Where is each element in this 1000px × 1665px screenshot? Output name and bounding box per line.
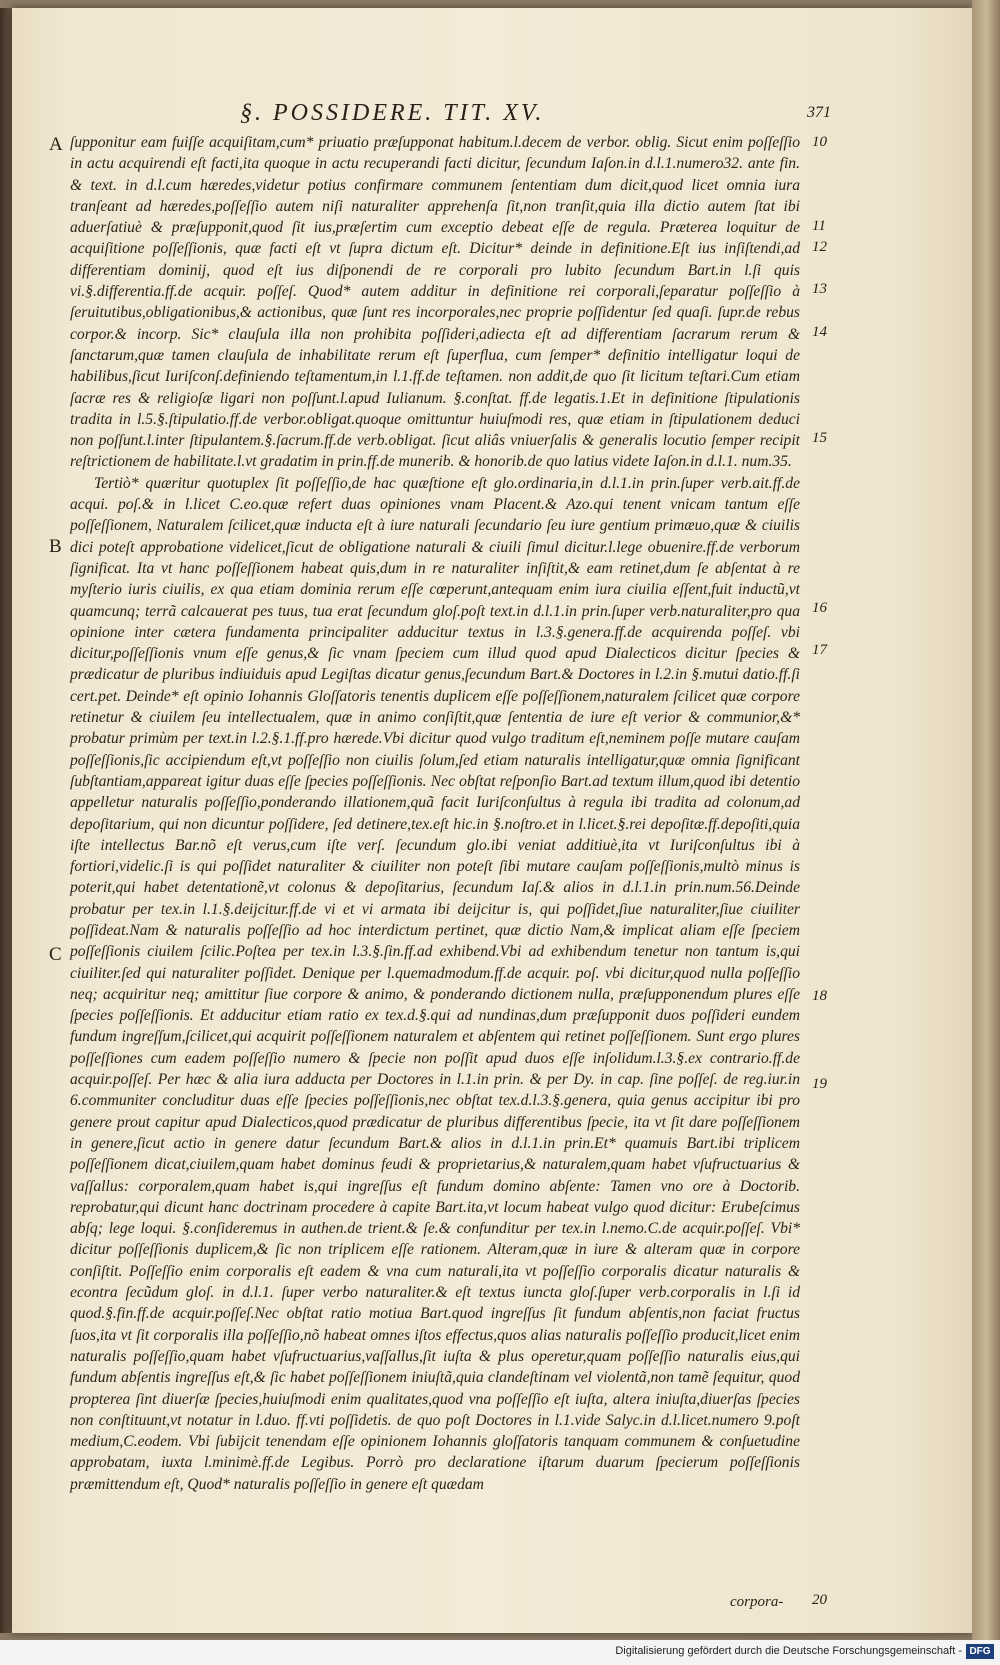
margin-number-16: 16 [812, 600, 827, 616]
running-head: §. POSSIDERE. TIT. XV. [240, 100, 545, 126]
body-text [70, 132, 800, 1495]
margin-number-10: 10 [812, 134, 827, 150]
catchword: corpora- [730, 1594, 784, 1610]
footer-credit: Digitalisierung gefördert durch die Deutsche Forschungsgemeinschaft - [615, 1645, 962, 1657]
margin-number-20: 20 [812, 1592, 827, 1608]
page-number: 371 [807, 104, 831, 121]
section-letter-b: B [49, 536, 62, 557]
margin-number-15: 15 [812, 430, 827, 446]
section-letter-c: C [49, 944, 62, 965]
book-gutter [0, 8, 12, 1633]
paragraph: ſupponitur eam fuiſſe acquiſitam,cum* priuatio præſupponat habitum.l.decem de verbor. oblig. Sicut enim poſſeſſio in actu acquirendi eſt facti,ita quoque in actu recuperandi facti dicitur, ſecundum Iaſon.in d.l.1.numero32. ante fin. & text. in d.l.cum hæredes,videtur potius confirmare communem ſententiam dum dicit,quod licet omnia iura tranſeant ad hæredes,poſſeſſio autem niſi naturaliter apprehenſa ſit,non tranſit,quia illa dictio autem ſtat ibi aduerſatiuè & præſupponit,quod ſit ius,præſertim cum exceptio debeat eſſe de regula. Præterea loquitur de acquiſitione poſſeſſionis, quæ facti eſt vt ſupra dictum eſt. Dicitur* deinde in definitione.Eſt ius inſiſtendi,ad differentiam dominij, quod eſt ius diſponendi de re corporali pro lubito ſecundum Bart.in l.ſi quis vi.§.differentia.ff.de acquir. poſſeſ. Quod* autem additur in definitione rei corporali,ſeparatur poſſeſſio à ſeruitutibus,obligationibus,& actionibus, quæ ſunt res incorporales,nec proprie poſſidentur ſed quaſi. ſupr.de rebus corpor.& incorp. Sic* clauſula illa non prohibita poſſideri,adiecta eſt ad differentiam ſacrarum rerum & ſanctarum,quæ tamen clauſula de inhabilitate rerum eſt ſuperflua, cum ſemper* definitio intelligatur loqui de habilibus,ſicut Iuriſconſ.definiendo teſtamentum,in l.1.ff.de teſtamen. non addit,de quo ſit licitum teſtari.Cum etiam ſacræ res & religioſæ ligari non poſſunt.l.apud Iulianum. §.conſtat. ff.de legatis.1.Et in definitione ſtipulationis tradita in l.5.§.ſtipulatio.ff.de verbor.obligat.quoque omittuntur huiuſmodi res, quæ etiam in ſtipulationem deduci non poſſunt.l.inter ſtipulantem.§.ſacrum.ff.de verb.obligat. ſicut aliâs vniuerſalis & generalis locutio ſemper recipit reſtrictionem de habilitate.l.vt gradatim in prin.ff.de munerib. & honorib.de quo latius videte Iaſon.in d.l.1. num.35. [70, 134, 800, 471]
margin-number-12: 12 [812, 239, 827, 255]
section-letter-a: A [49, 134, 63, 155]
dfg-logo: DFG [966, 1644, 994, 1659]
margin-number-14: 14 [812, 324, 827, 340]
margin-number-18: 18 [812, 988, 827, 1004]
margin-number-17: 17 [812, 642, 827, 658]
margin-number-11: 11 [812, 218, 826, 234]
margin-number-19: 19 [812, 1076, 827, 1092]
book-page [12, 8, 972, 1633]
page-edge [972, 0, 1000, 1665]
page-header [12, 100, 972, 130]
footer [0, 1640, 1000, 1665]
margin-number-13: 13 [812, 281, 827, 297]
paragraph: Tertiò* quæritur quotuplex ſit poſſeſſio,de hac quæſtione eſt glo.ordinaria,in d.l.1.in prin.ſuper verb.ait.ff.de acqui. poſ.& in l.licet C.eo.quæ refert duas opiniones vnam Placent.& Azo.qui tenent vnicam tantum eſſe poſſeſſionem, Naturalem ſcilicet,quæ inducta eſt à iure naturali ſecundario ſeu iure gentium primæuo,quæ & ciuilis dici poteſt approbatione videlicet,ſicut de obligatione naturali & ciuili ſimul dicitur.l.lege obuenire.ff.de verborum ſignificat. Ita vt hanc poſſeſſionem habeat quis,dum in re naturaliter inſiſtit,& eam retinet,dum ſe abſentat à re myſterio iuris ciuilis, ex qua etiam dominia rerum eſſe cœperunt,antequam enim iura ciuilia eſſent,fuit inductũ,vt quamcunq; terrã calcauerat pes tuus, tua erat ſecundum gloſ.poſt text.in d.l.1.in prin.ſuper verb.naturaliter,pro qua opinione inter cætera fundamenta principaliter adducitur textus in l.3.§.genera.ff.de acquirenda poſſeſ. vbi dicitur,poſſeſſionis vnum eſſe genus,& ſic vnam ſpeciem cum illud quod apud Dialecticos dicitur ſpecies & prædicatur de pluribus indiuiduis apud Legiſtas dicatur genus,ſecundum Bart.& Doctores in l.2.in §.mutui datio.ff.ſi cert.pet. Deinde* eſt opinio Iohannis Gloſſatoris tenentis duplicem eſſe poſſeſſionem,naturalem ſcilicet quæ corpore retinetur & ciuilem ſeu intellectualem, quæ in animo conſiſtit,quæ ſententia de iure eſt verior & communior,&* probatur primùm per text.in l.2.§.1.ff.pro hærede.Vbi dicitur quod vulgo traditum eſt,neminem poſſe mutare cauſam poſſeſſionis,ſic accipiendum eſt,vt poſſeſſio non ciuilis ſolum,ſed etiam naturalis intelligatur,quæ omnia ſignificant ſubſtantiam,appareat igitur duas eſſe ſpecies poſſeſſionis. Nec obſtat reſponſio Bart.ad textum illum,quod ibi detentio appelletur naturalis poſſeſſio,ponderando illationem,quã facit Iuriſconſultus à regula ibi tradita ad colonum,ad depoſitarium, qui non dicuntur poſſidere, ſed detinere,tex.eſt hic.in §.noſtro.et in l.licet.§.rei depoſitæ.ff.depoſiti,quia iſte intellectus Bar.nõ eſt verus,cum iſte verſ. ſecundum glo.ibi veniat additiuè,ita vt Iuriſconſultus ibi à fortiori,videlic.ſi is qui poſſidet naturaliter & ciuiliter non poteſt ſibi mutare cauſam poſſeſſionis,multò minus is poterit,qui habet detentationẽ,vt colonus & depoſitarius, ſecundum Iaſ.& alios in d.l.1.in prin.num.56.Deinde probatur per tex.in l.1.§.deijcitur.ff.de vi et vi armata ibi deijcitur is, qui poſſidet,ſiue naturaliter,ſiue ciuiliter poſſideat.Nam & naturalis poſſeſſio ad hoc interdictum pertinet, quæ dictio Nam,& implicat aliam eſſe ſpeciem poſſeſſionis ciuilem ſcilic.Poſtea per tex.in l.3.§.ſin.ff.ad exhibend.Vbi ad exhibendum tenetur non tantum is,qui ciuiliter.ſed qui naturaliter poſſidet. Denique per l.quemadmodum.ff.de acquir. poſ. vbi dicitur,quod nulla poſſeſſio neq; acquiritur neq; amittitur ſiue corpore & animo, & ponderando dictionem nulla, præſupponendum plures eſſe ſpecies poſſeſſionis. Et adducitur etiam ratio ex tex.d.§.qui ad nundinas,dum præſupponit duos poſſideri eundem fundum ingreſſum,ſcilicet,qui acquirit poſſeſſionem naturalem et abſentem qui retinet poſſeſſionem. Sunt ergo plures poſſeſſiones cum eadem poſſeſſio numero & ſpecie non poſſit apud duos eſſe inſolidum.l.3.§.ex contrario.ff.de acquir.poſſeſ. Per hæc & alia iura adducta per Doctores in l.1.in prin. & per Dy. in cap. ſine poſſeſ. de reg.iur.in 6.communiter concluditur duas eſſe ſpecies poſſeſſionis,nec obſtat tex.d.l.3.§.genera, quia genus accipitur ibi pro genere prout capitur apud Dialecticos,quod prædicatur de pluribus differentibus ſpecie, ita vt ſit dare poſſeſſionem in genere,ſicut actio in genere datur ſecundum Bart.& alios in d.l.1.in prin.Et* quamuis Bart.ibi triplicem poſſeſſionem dicat,ciuilem,quam habet dominus feudi & proprietarius,& naturalem,quam habet vſufructuarius & vaſſallus: corporalem,quam habet is,qui ingreſſus eſt fundum domino abſente: Tamen vno ore à Doctorib. reprobatur,qui dicunt hanc doctrinam procedere à capite Bart.ita,vt locum habeat vulgo quod dicitur: Erubeſcimus abſq; lege loqui. §.conſideremus in authen.de trient.& ſe.& confunditur per tex.in l.nemo.C.de acquir.poſſeſ. Vbi* dicitur poſſeſſionis duplicem,& ſic non triplicem eſſe rationem. Alteram,quæ in iure & alteram quæ in corpore conſiſtit. Poſſeſſio enim corporalis eſt eadem & vna cum naturali,ita vt poſſeſſio corporalis dicatur naturalis & econtra ſecũdum gloſ. in d.l.1. ſuper verbo naturaliter.& eſt textus iuncta gloſ.ſuper verb.corporalis in l.ſi id quod.§.fin.ff.de acquir.poſſeſ.Nec obſtat ratio motiua Bart.quod ingreſſus ſit fundum abſentis,non faciat fructus ſuos,ita vt ſit corporalis illa poſſeſſio,nõ habeat omnes iſtos effectus,quos alias naturalis poſſeſſio producit,licet enim naturalis poſſeſſio,quam habet vſufructuarius,vaſſallus,ſit iuſta & plus operetur,quam poſſeſſio naturalis eius,qui fundum abſentis ingreſſus eſt,& ſic habet poſſeſſionem iniuſtã,quia clandeſtinam vel violentã,non tamẽ ſequitur, quod propterea ſint diuerſæ ſpecies,huiuſmodi enim qualitates,quod vna poſſeſſio eſt iuſta, altera iniuſta,diuerſas ſpecies non conſtituunt,vt notatur in l.duo. ff.vti poſſidetis. de quo poſt Doctores in l.1.vide Salyc.in d.l.licet.numero 9.poſt medium,C.eodem. Vbi ſubijcit tenendam eſſe opinionem Iohannis gloſſatoris tanquam communem & conſuetudine approbatam, iuxta l.minimè.ff.de Legibus. Porrò pro declaratione iſtarum duarum ſpecierum poſſeſſionis præmittendum eſt, Quod* naturalis poſſeſſio in genere eſt quædam [70, 474, 800, 1493]
